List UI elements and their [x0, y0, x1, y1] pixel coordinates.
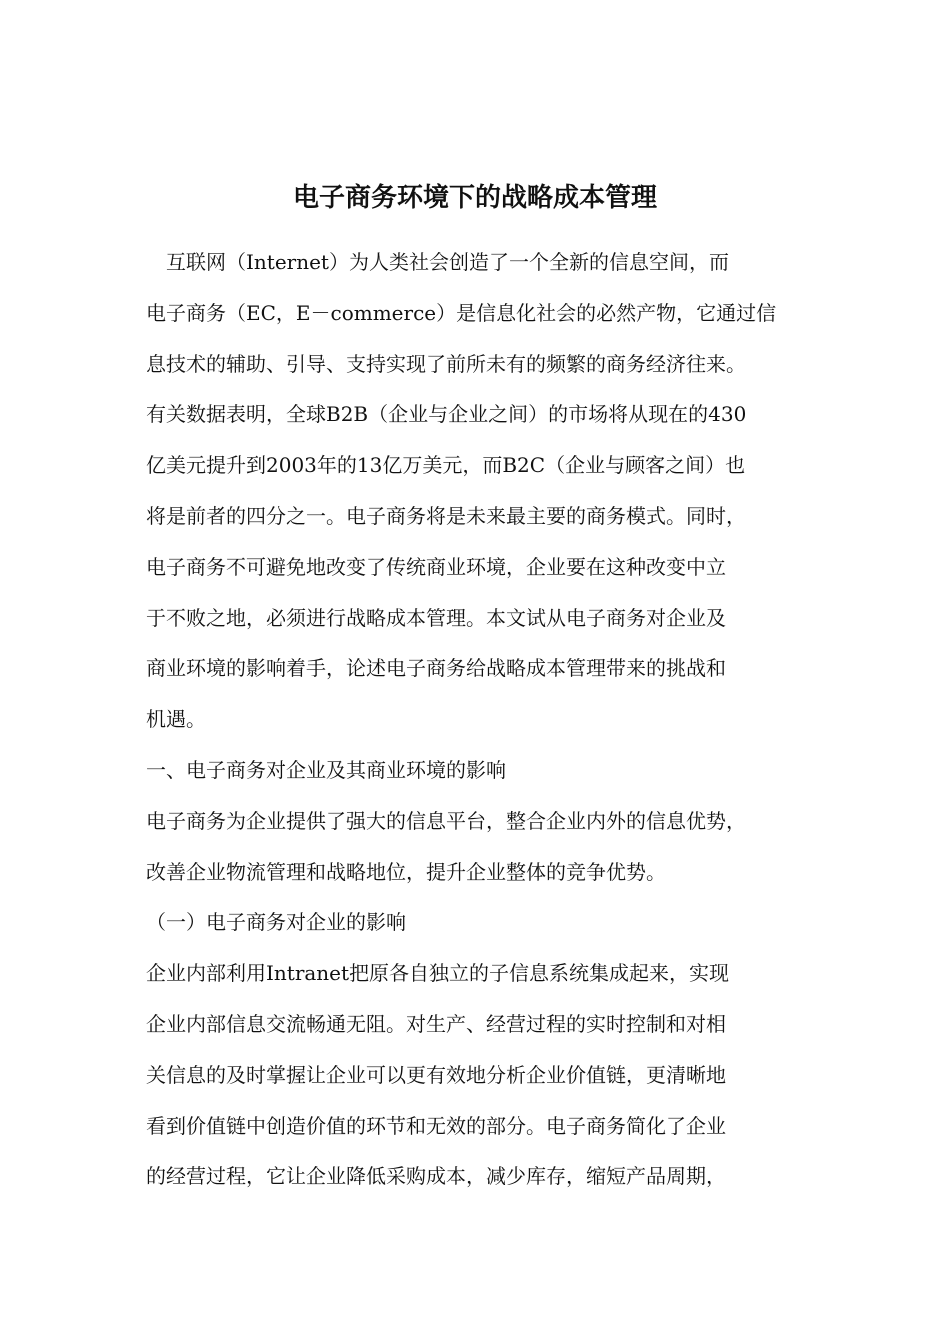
section-heading: 一、电子商务对企业及其商业环境的影响 — [146, 757, 506, 782]
paragraph-line: 电子商务（EC，E－commerce）是信息化社会的必然产物，它通过信 — [146, 300, 777, 325]
paragraph-line: 电子商务不可避免地改变了传统商业环境，企业要在这种改变中立 — [146, 554, 726, 579]
paragraph-line: 企业内部利用Intranet把原各自独立的子信息系统集成起来，实现 — [146, 961, 730, 986]
paragraph-line: 关信息的及时掌握让企业可以更有效地分析企业价值链，更清晰地 — [146, 1062, 726, 1087]
subsection-heading: （一）电子商务对企业的影响 — [146, 910, 406, 935]
document-title: 电子商务环境下的战略成本管理 — [292, 183, 657, 213]
paragraph-line: 于不败之地，必须进行战略成本管理。本文试从电子商务对企业及 — [146, 605, 726, 630]
paragraph-line: 看到价值链中创造价值的环节和无效的部分。电子商务简化了企业 — [146, 1113, 726, 1138]
paragraph-line: 将是前者的四分之一。电子商务将是未来最主要的商务模式。同时， — [146, 503, 746, 528]
paragraph-line: 商业环境的影响着手，论述电子商务给战略成本管理带来的挑战和 — [146, 656, 726, 681]
paragraph-line: 机遇。 — [146, 707, 206, 732]
paragraph-line: 有关数据表明，全球B2B（企业与企业之间）的市场将从现在的430 — [146, 402, 747, 427]
paragraph-line: 电子商务为企业提供了强大的信息平台，整合企业内外的信息优势， — [146, 808, 746, 833]
paragraph-line: 亿美元提升到2003年的13亿万美元，而B2C（企业与顾客之间）也 — [146, 453, 746, 478]
paragraph-line: 的经营过程，它让企业降低采购成本，减少库存，缩短产品周期， — [146, 1164, 726, 1189]
paragraph-line: 企业内部信息交流畅通无阻。对生产、经营过程的实时控制和对相 — [146, 1011, 726, 1036]
paragraph-line: 互联网（Internet）为人类社会创造了一个全新的信息空间，而 — [166, 250, 729, 274]
paragraph-line: 息技术的辅助、引导、支持实现了前所未有的频繁的商务经济往来。 — [146, 351, 746, 376]
paragraph-line: 改善企业物流管理和战略地位，提升企业整体的竞争优势。 — [146, 859, 666, 884]
document-body — [146, 237, 806, 1202]
